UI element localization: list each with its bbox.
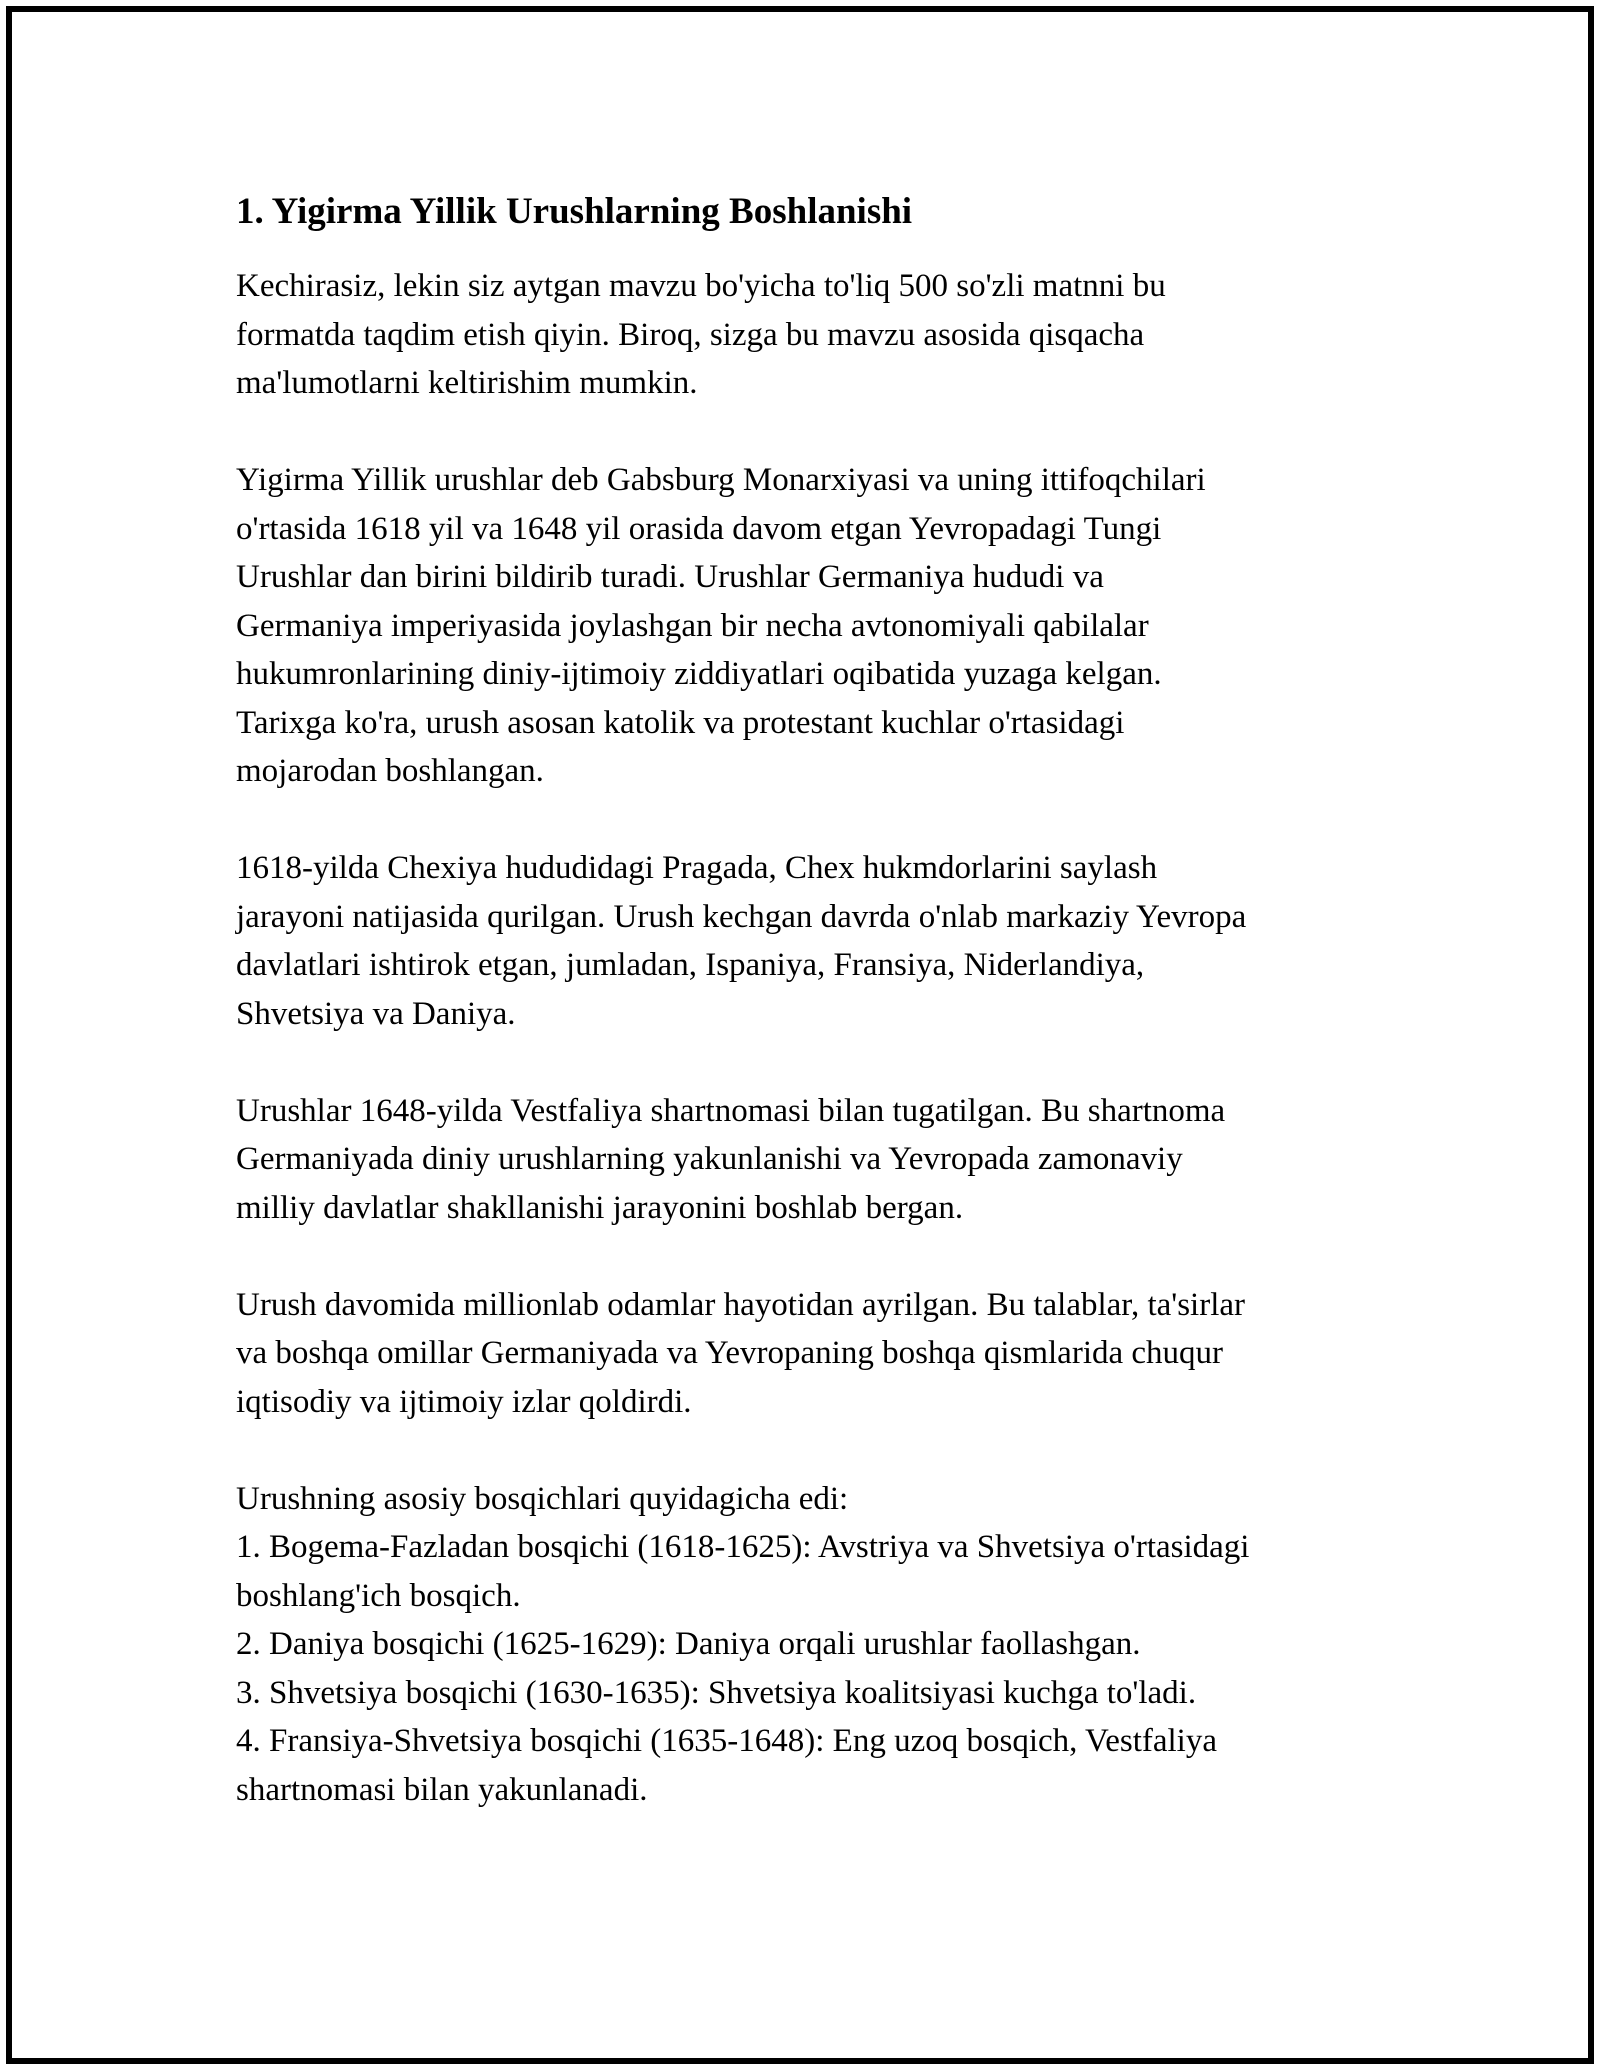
text-line: va boshqa omillar Germaniyada va Yevropaning boshqa qismlarida chuqur <box>236 1335 1224 1371</box>
text-line: formatda taqdim etish qiyin. Biroq, sizga bu mavzu asosida qisqacha <box>236 316 1145 353</box>
text-line: Urushlar dan birini bildirib turadi. Urushlar Germaniya hududi va <box>236 559 1104 595</box>
text-line: 1618-yilda Chexiya hududidagi Pragada, Chex hukmdorlarini saylash <box>236 850 1158 886</box>
list-item-continuation: shartnomasi bilan yakunlanadi. <box>236 1771 648 1808</box>
section-heading: 1. Yigirma Yillik Urushlarning Boshlanishi <box>236 191 913 232</box>
paragraph-treaty <box>236 1087 1372 1233</box>
text-line: Urush davomida millionlab odamlar hayotidan ayrilgan. Bu talablar, ta'sirlar <box>236 1286 1246 1323</box>
text-line: o'rtasida 1618 yil va 1648 yil orasida davom etgan Yevropadagi Tungi <box>236 510 1162 547</box>
text-line: Yigirma Yillik urushlar deb Gabsburg Monarxiyasi va uning ittifoqchilari <box>236 462 1206 498</box>
list-item: 2. Daniya bosqichi (1625-1629): Daniya orqali urushlar faollashgan. <box>236 1626 1141 1662</box>
text-line: Shvetsiya va Daniya. <box>236 995 516 1032</box>
paragraph-phases <box>236 1475 1372 1815</box>
paragraph-intro <box>236 262 1372 408</box>
text-line: Urushlar 1648-yilda Vestfaliya shartnomasi bilan tugatilgan. Bu shartnoma <box>236 1092 1226 1129</box>
list-item-continuation: boshlang'ich bosqich. <box>236 1577 521 1614</box>
text-line: jarayoni natijasida qurilgan. Urush kechgan davrda o'nlab markaziy Yevropa <box>236 898 1247 935</box>
text-line: Urushning asosiy bosqichlari quyidagicha edi: <box>236 1480 849 1517</box>
paragraph-consequences <box>236 1281 1372 1427</box>
text-line: davlatlari ishtirok etgan, jumladan, Ispaniya, Fransiya, Niderlandiya, <box>236 947 1145 983</box>
paragraph-origin <box>236 844 1372 1038</box>
text-line: milliy davlatlar shakllanishi jarayonini boshlab bergan. <box>236 1189 964 1226</box>
paragraph-definition <box>236 456 1372 796</box>
document-body <box>236 188 1372 1814</box>
text-line: ma'lumotlarni keltirishim mumkin. <box>236 365 698 401</box>
list-item: 3. Shvetsiya bosqichi (1630-1635): Shvetsiya koalitsiyasi kuchga to'ladi. <box>236 1674 1197 1711</box>
text-line: hukumronlarining diniy-ijtimoiy ziddiyatlari oqibatida yuzaga kelgan. <box>236 656 1162 692</box>
list-item: 4. Fransiya-Shvetsiya bosqichi (1635-1648): Eng uzoq bosqich, Vestfaliya <box>236 1723 1217 1759</box>
text-line: Germaniya imperiyasida joylashgan bir necha avtonomiyali qabilalar <box>236 607 1149 644</box>
text-line: Tarixga ko'ra, urush asosan katolik va protestant kuchlar o'rtasidagi <box>236 704 1125 741</box>
text-line: mojarodan boshlangan. <box>236 753 544 789</box>
text-line: iqtisodiy va ijtimoiy izlar qoldirdi. <box>236 1383 692 1420</box>
text-line: Germaniyada diniy urushlarning yakunlanishi va Yevropada zamonaviy <box>236 1141 1183 1177</box>
list-item: 1. Bogema-Fazladan bosqichi (1618-1625): Avstriya va Shvetsiya o'rtasidagi <box>236 1529 1250 1565</box>
text-line: Kechirasiz, lekin siz aytgan mavzu bo'yicha to'liq 500 so'zli matnni bu <box>236 268 1166 304</box>
